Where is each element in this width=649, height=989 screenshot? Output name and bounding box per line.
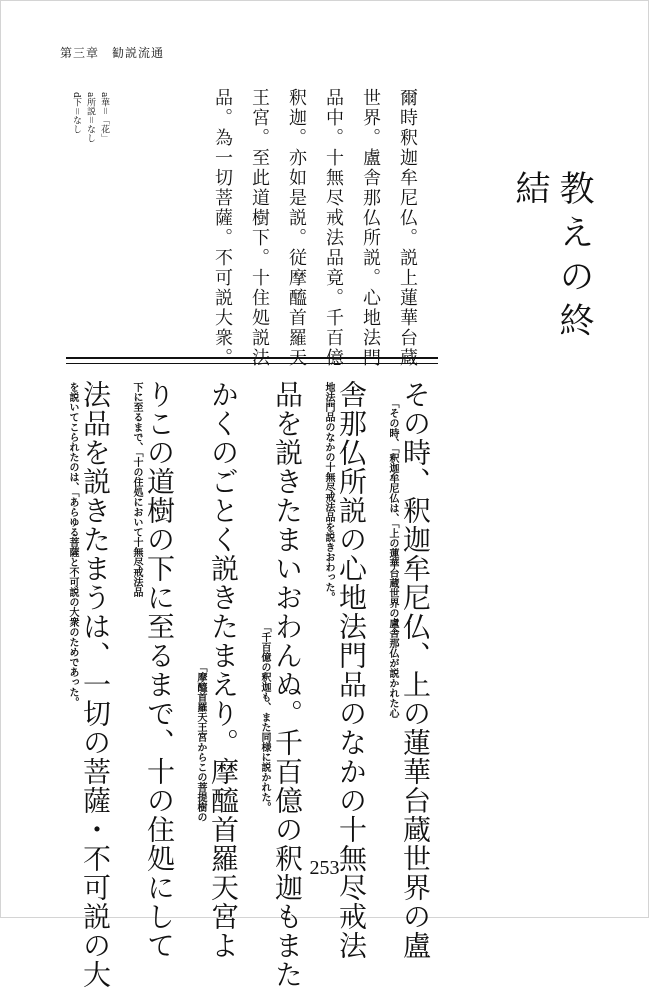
page-number: 253: [309, 857, 340, 879]
gloss-column: 「千百億の釈迦も、また同様に説かれた。: [259, 622, 270, 812]
original-text-column: 品中。十無尽戒法品竟。千百億: [323, 88, 344, 368]
translation-column: 法品を説きたまうは、一切の菩薩・不可説の大: [79, 380, 112, 989]
running-header: 第三章 勧説流通: [60, 46, 165, 60]
gloss-column: 「その時、「釈迦牟尼仏は、「上の蓮華台蔵世界の盧舎那仏が説かれた心: [387, 398, 398, 718]
original-text-column: 爾時釈迦牟尼仏。説上蓮華台蔵: [397, 88, 418, 368]
translation-column: 舎那仏所説の心地法門品のなかの十無尽戒法: [335, 380, 368, 960]
chapter-title: 教えの終結: [510, 170, 594, 346]
original-text-column: 釈迦。亦如是説。従摩醯首羅天: [286, 88, 307, 368]
section-rule: [66, 357, 438, 359]
variant-note: a所説＝なし: [85, 92, 95, 143]
translation-column: りこの道樹の下に至るまで、十の住処にして: [143, 380, 176, 960]
translation-column: かくのごとく説きたまえり。摩醯首羅天宮よ: [207, 380, 240, 960]
variant-note: d下＝なし: [71, 92, 81, 134]
gloss-column: を説いてこられたのは、「あらゆる菩薩と不可説の大衆のためであった。: [67, 382, 78, 707]
gloss-column: 地法門品のなかの十無尽戒法品を説きおわった。: [323, 382, 334, 602]
gloss-column: 「摩醯首羅天王宮からこの菩提樹の: [195, 662, 206, 822]
original-text-column: 品。為一切菩薩。不可説大衆。: [212, 88, 233, 368]
translation-column: 品を説きたまいおわんぬ。千百億の釈迦もまた: [271, 380, 304, 989]
translation-column: その時、釈迦牟尼仏、上の蓮華台蔵世界の盧: [399, 380, 432, 960]
gloss-column: 下に至るまで、「十の住処において十無尽戒法品: [131, 382, 142, 597]
variant-note: a華＝「花」: [99, 92, 109, 143]
original-text-column: 王宮。至此道樹下。十住処説法: [249, 88, 270, 368]
section-rule: [66, 363, 438, 364]
original-text-column: 世界。盧舎那仏所説。心地法門: [360, 88, 381, 368]
